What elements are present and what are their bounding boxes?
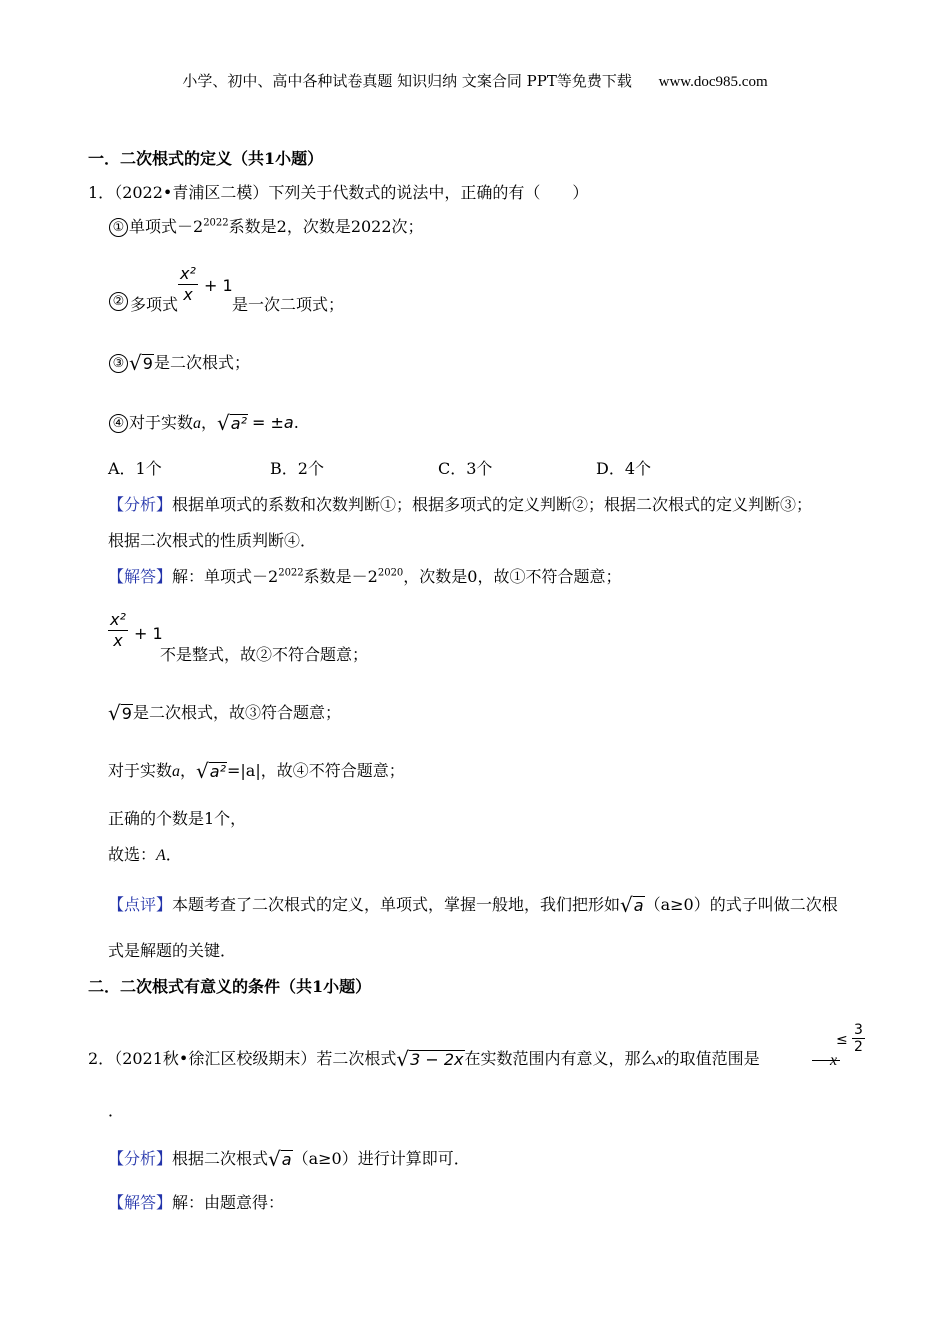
comment-tag: 【点评】 [108,895,173,914]
s1-text-b: 系数是2，次数是2022次； [228,217,424,236]
page-header [0,70,950,91]
q2-answer-blank: x ≤ $\frac{3}{2}$ [812,1022,868,1074]
circle-3-icon: ③ [109,354,128,373]
q1-stem [88,180,588,203]
q1-analysis-line-2: 根据二次根式的性质判断④． [108,531,317,550]
s2-plus-one: + 1 [204,276,233,295]
circle-4-icon: ④ [109,414,128,433]
header-text: 小学、初中、高中各种试卷真题 知识归纳 文案合同 PPT等免费下载 [182,72,632,90]
s4-text-a: 对于实数 [129,413,194,432]
answer-line-2-text: 不是整式，故②不符合题意； [160,645,369,664]
option-b[interactable]: B．2个 [270,459,324,478]
section-2-title: 二．二次根式有意义的条件（共1小题） [88,977,372,996]
q1-answer-line-1: 【解答】解：单项式$-2^{2022}$系数是$-2^{2020}$，次数是0，故①不符合题意； [108,567,622,586]
q2-period: ． [108,1101,125,1120]
answer-tag: 【解答】 [108,567,173,586]
q2-answer: 【解答】解：由题意得： [108,1193,285,1212]
q1-statement-4: ④ 对于实数a， √ a² = ±a. [108,410,299,433]
s1-exponent: 2022 [203,217,229,229]
option-c[interactable]: C．3个 [438,459,493,478]
s3-text: 是二次根式； [153,353,250,372]
q1-statement-1 [108,214,424,237]
q1-number: 1． [88,183,115,202]
q1-answer-line-3: √ 9 是二次根式，故③符合题意； [108,701,341,725]
circle-1-icon: ① [109,218,128,237]
sqrt-a-squared: √ a² [217,411,247,435]
s4-rhs: = ±a [252,413,294,432]
circle-2-icon: ② [109,292,128,311]
analysis-tag: 【分析】 [108,495,173,514]
header-url[interactable]: www.doc985.com [658,74,768,90]
q1-answer-line-6: 故选：A． [108,845,182,864]
q1-comment-line-1: 【点评】本题考查了二次根式的定义，单项式，掌握一般地，我们把形如 √ a （a≥0）的式子叫做二次根 [108,893,838,917]
section-1-title: 一．二次根式的定义（共1小题） [88,149,324,168]
q2-analysis: 【分析】根据二次根式 √ a （a≥0）进行计算即可． [108,1147,470,1171]
sqrt-9: √ 9 [129,351,153,375]
s2-fraction: $\frac{\text{x²}}{x}$ [180,264,196,304]
s2-text-a: 多项式 [130,295,179,314]
q1-analysis-line-1: 【分析】根据单项式的系数和次数判断①；根据多项式的定义判断②；根据二次根式的定义判断③； [108,495,813,514]
answer-fraction: $\frac{\text{x²}}{x}$ [110,610,126,650]
q1-answer-line-4: 对于实数a， √ a² =|a|，故④不符合题意； [108,759,405,783]
q2-stem: 2．（2021秋•徐汇区校级期末）若二次根式 √ 3 − 2x 在实数范围内有意义，那么x的取值范围是 [88,1047,760,1071]
q1-stem-text: （2022•青浦区二模）下列关于代数式的说法中，正确的有（ ） [114,183,589,202]
q1-statement-3 [108,350,250,373]
s2-text-b: 是一次二项式； [232,295,345,314]
s1-text-a: 单项式－2 [129,217,204,236]
option-d[interactable]: D．4个 [596,459,652,478]
option-a[interactable]: A．1个 [108,459,162,478]
q1-comment-line-2: 式是解题的关键． [108,941,237,960]
q1-answer-line-5: 正确的个数是1个， [108,809,247,828]
sqrt-3-minus-2x: √ 3 − 2x [396,1047,464,1071]
